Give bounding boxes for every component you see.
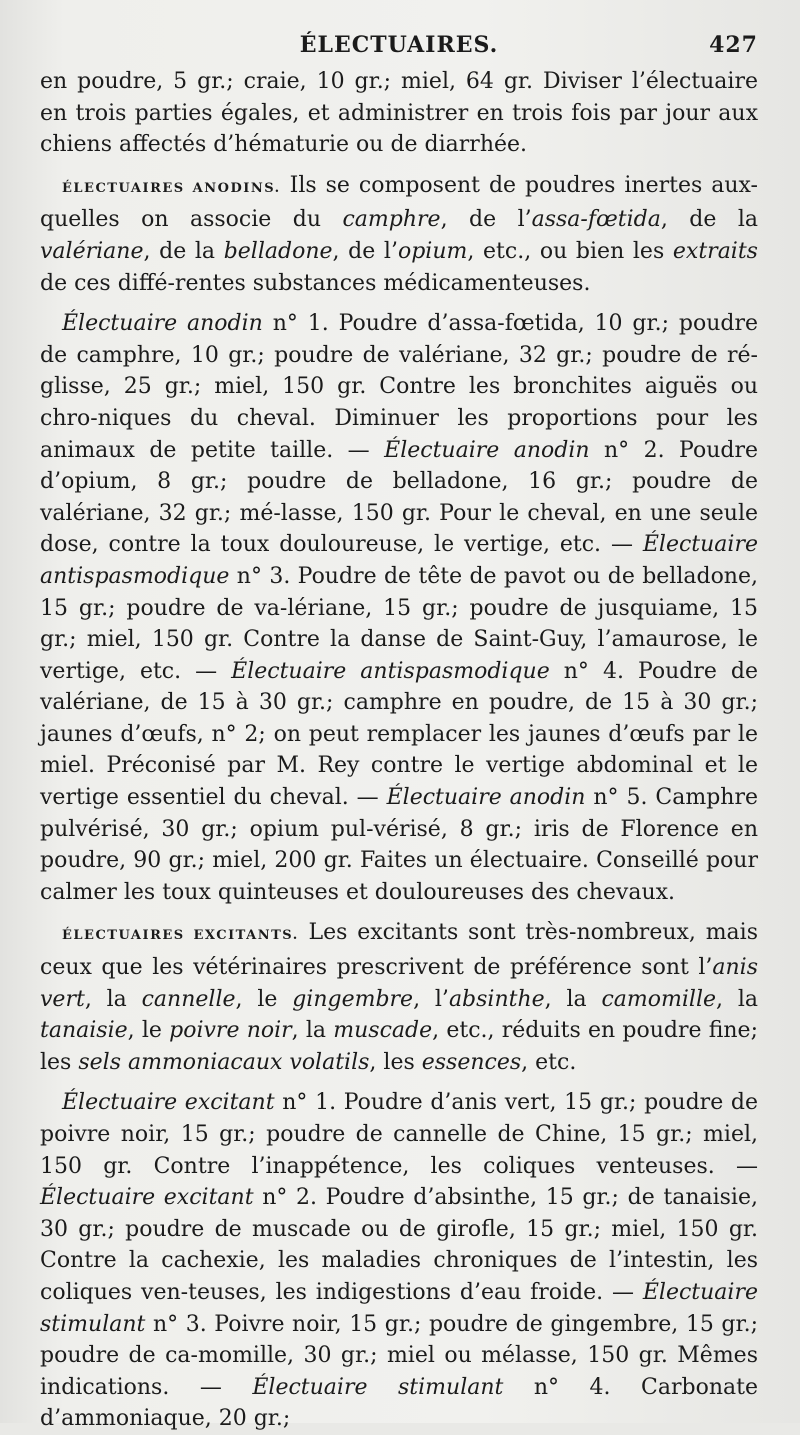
text-run: Ils se composent de poudres inertes aux-quelles on associe du (40, 172, 758, 233)
italic-term: Électuaire excitant (62, 1090, 275, 1116)
text-run: n° 4. Carbonate d’ammoniaque, 20 gr.; (40, 1374, 758, 1432)
text-run: n° 1. Poudre d’assa-fœtida, 10 gr.; poudre de camphre, 10 gr.; poudre de valériane, 32 gr.; poudre de ré-glisse, 25 gr.; miel, 150 gr. Contre les bronchites aiguës ou chro-niques du cheval. Diminuer les proportions pour les animaux de petite taille. — (40, 311, 758, 463)
text-run: de ces diffé-rentes substances médicamenteuses. (40, 270, 591, 296)
italic-term: belladone (223, 238, 333, 264)
italic-term: assa-fœtida (531, 207, 661, 233)
italic-term: Électuaire stimulant (40, 1279, 758, 1337)
italic-term: Électuaire anodin (384, 437, 590, 463)
text-run: n° 3. Poivre noir, 15 gr.; poudre de gingembre, 15 gr.; poudre de ca-momille, 30 gr.; miel ou mélasse, 150 gr. Mêmes indications. — (40, 1311, 758, 1400)
text-run: n° 3. Poudre de tête de pavot ou de belladone, 15 gr.; poudre de va-lériane, 15 gr.; poudre de jusquiame, 15 gr.; miel, 150 gr. Contre la danse de Saint-Guy, l’amaurose, le vertige, etc. — (40, 563, 758, 684)
text-run: , etc., ou bien les (467, 238, 673, 264)
page-number: 427 (709, 32, 758, 58)
italic-term: Électuaire antispasmodique (40, 532, 758, 589)
italic-term: Électuaire anodin (386, 785, 586, 811)
section-excitants-text (40, 920, 758, 1074)
recipes-anodins (40, 308, 758, 908)
italic-term: extraits (672, 238, 758, 264)
italic-term: essences (421, 1049, 522, 1075)
paragraph-continued: en poudre, 5 gr.; craie, 10 gr.; miel, 64 gr. Diviser l’électuaire en trois parties égales, et administrer en trois fois par jour aux chiens affectés d’hématurie ou de diarrhée. (40, 69, 758, 158)
text-run: n° 5. Camphre pulvérisé, 30 gr.; opium pul-vérisé, 8 gr.; iris de Florence en poudre, 90 gr.; miel, 200 gr. Faites un électuaire. Conseillé pour calmer les toux quinteuses et douloureuses des chevaux. (40, 785, 758, 905)
text-run: n° 1. Poudre d’anis vert, 15 gr.; poudre de poivre noir, 15 gr.; poudre de cannelle de Chine, 15 gr.; miel, 150 gr. Contre l’inappétence, les coliques venteuses. — (40, 1090, 758, 1179)
body-text (40, 66, 758, 1435)
section-excitants (40, 917, 758, 1078)
text-run: Les excitants sont très-nombreux, mais ceux que les vétérinaires prescrivent de préférence sont l’ (40, 920, 758, 981)
italic-term: cannelle (141, 986, 236, 1012)
text-run: , l’ (413, 986, 449, 1012)
text-run: , le (235, 986, 293, 1012)
text-run: , etc., réduits en poudre fine; les (40, 1018, 758, 1075)
italic-term: valériane (40, 238, 144, 264)
text-run: , de l’ (440, 207, 532, 233)
italic-term: muscade (333, 1018, 433, 1044)
text-run: , la (84, 986, 142, 1012)
page-header (40, 28, 758, 66)
italic-term: camomille (601, 986, 717, 1012)
text-run: , la (291, 1018, 334, 1044)
running-title: ÉLECTUAIRES. (299, 32, 499, 58)
italic-term: Électuaire stimulant (252, 1374, 504, 1400)
text-run: , de l’ (332, 238, 398, 264)
text-run: n° 4. Poudre de valériane, de 15 à 30 gr.; camphre en poudre, de 15 à 30 gr.; jaunes d’œufs, n° 2; on peut remplacer les jaunes d’œufs par le miel. Préconisé par M. Rey contre le vertige abdominal et le vertige essentiel du cheval. — (40, 658, 758, 811)
text-run: , la (716, 986, 758, 1012)
italic-term: Électuaire anodin (62, 311, 263, 337)
recipes-excitants (40, 1087, 758, 1435)
text-run: n° 2. Poudre d’opium, 8 gr.; poudre de belladone, 16 gr.; poudre de valériane, 32 gr.; mé-lasse, 150 gr. Pour le cheval, en une seule dose, contre la toux douloureuse, le vertige, etc. — (40, 437, 758, 558)
text-run: , etc. (521, 1049, 577, 1075)
section-heading-excitants: ÉLECTUAIRES EXCITANTS. (62, 928, 299, 944)
text-run: , les (369, 1049, 422, 1075)
italic-term: opium (397, 238, 468, 264)
text-run: , le (127, 1018, 170, 1044)
text-run: , de la (660, 207, 758, 233)
text-run: , de la (143, 238, 224, 264)
italic-term: gingembre (292, 986, 414, 1012)
recipes-anodins-text (40, 311, 758, 905)
section-heading-anodins: ÉLECTUAIRES ANODINS. (62, 180, 281, 196)
italic-term: Électuaire excitant (40, 1185, 254, 1211)
italic-term: sels ammoniacaux volatils (78, 1049, 370, 1075)
italic-term: tanaisie (40, 1018, 128, 1044)
section-anodins (40, 170, 758, 299)
italic-term: camphre (342, 207, 441, 233)
italic-term: Électuaire antispasmodique (231, 658, 550, 684)
italic-term: absinthe (448, 986, 545, 1012)
italic-term: poivre noir (169, 1018, 292, 1044)
text-run: n° 2. Poudre d’absinthe, 15 gr.; de tanaisie, 30 gr.; poudre de muscade ou de girofle, 15 gr.; miel, 150 gr. Contre la cachexie, les maladies chroniques de l’intestin, les coliques ven-teuses, les indigestions d’eau froide. — (40, 1185, 758, 1305)
text-run: , la (544, 986, 602, 1012)
italic-term: anis vert (40, 955, 758, 1012)
recipes-excitants-text (40, 1090, 758, 1431)
